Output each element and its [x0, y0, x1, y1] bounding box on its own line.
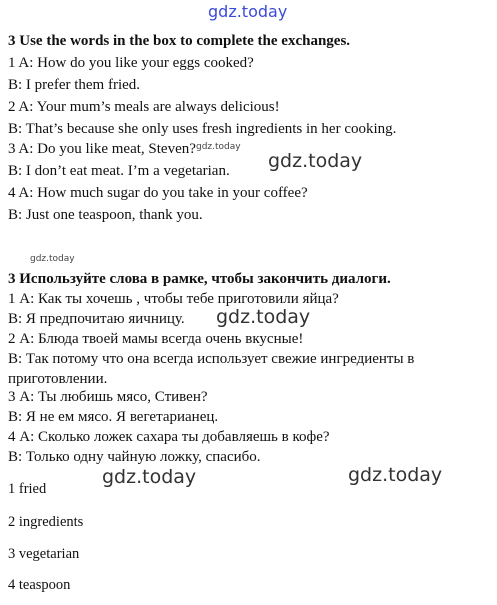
translation-line: B: Только одну чайную ложку, спасибо.	[8, 449, 261, 465]
watermark-small: gdz.today	[30, 254, 75, 264]
exercise-title-russian: 3 Используйте слова в рамке, чтобы закончить диалоги.	[8, 271, 391, 287]
answer-item: 1 fried	[8, 481, 47, 497]
translation-line: B: Я не ем мясо. Я вегетарианец.	[8, 409, 219, 425]
answer-item: 2 ingredients	[8, 514, 84, 530]
watermark-large: gdz.today	[216, 306, 311, 328]
dialogue-line: 4 A: How much sugar do you take in your coffee?	[8, 185, 308, 201]
answer-item: 4 teaspoon	[8, 577, 71, 593]
dialogue-line: 1 A: How do you like your eggs cooked?	[8, 55, 254, 71]
watermark-large: gdz.today	[268, 150, 363, 172]
watermark-small: gdz.today	[196, 142, 241, 152]
dialogue-line: 2 A: Your mum’s meals are always delicious!	[8, 99, 280, 115]
translation-line: 4 А: Сколько ложек сахара ты добавляешь в кофе?	[8, 429, 330, 445]
translation-line: B: Так потому что она всегда использует свежие ингредиенты в	[8, 351, 415, 367]
dialogue-line: B: That’s because she only uses fresh ingredients in her cooking.	[8, 121, 397, 137]
dialogue-line: B: I prefer them fried.	[8, 77, 141, 93]
dialogue-line: B: I don’t eat meat. I’m a vegetarian.	[8, 163, 230, 179]
watermark-large: gdz.today	[348, 464, 443, 486]
dialogue-line: B: Just one teaspoon, thank you.	[8, 207, 203, 223]
translation-line: 2 А: Блюда твоей мамы всегда очень вкусные!	[8, 331, 304, 347]
translation-line: 3 А: Ты любишь мясо, Стивен?	[8, 389, 208, 405]
dialogue-line: 3 A: Do you like meat, Steven?	[8, 141, 196, 157]
translation-line: B: Я предпочитаю яичницу.	[8, 311, 185, 327]
answer-item: 3 vegetarian	[8, 546, 80, 562]
exercise-title-english: 3 Use the words in the box to complete the exchanges.	[8, 33, 351, 49]
translation-line: 1 А: Как ты хочешь , чтобы тебе приготовили яйца?	[8, 291, 339, 307]
translation-line: приготовлении.	[8, 371, 108, 387]
watermark-top: gdz.today	[208, 2, 288, 21]
watermark-large: gdz.today	[102, 466, 197, 488]
